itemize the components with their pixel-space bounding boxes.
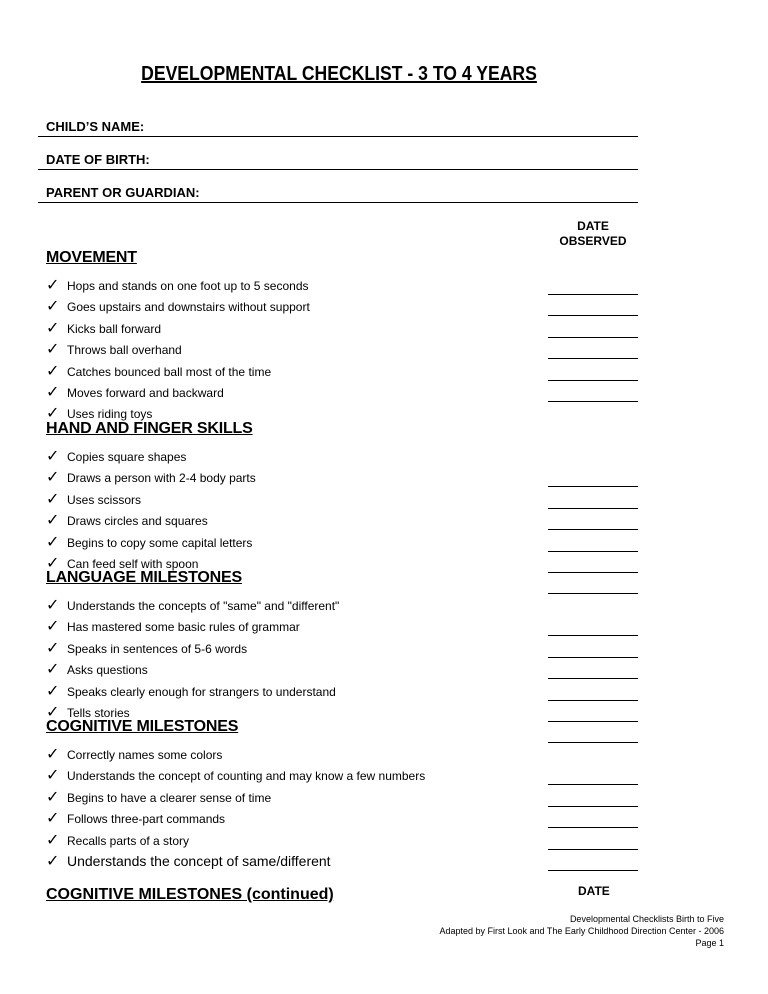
checklist-item-label: Begins to have a clearer sense of time — [67, 790, 272, 805]
check-icon: ✓ — [46, 296, 60, 316]
date-observed-line[interactable] — [548, 678, 638, 679]
checklist-item-label: Draws circles and squares — [67, 514, 208, 529]
date-observed-line[interactable] — [548, 529, 638, 530]
footer — [440, 913, 725, 949]
check-icon: ✓ — [46, 808, 60, 828]
section-title: COGNITIVE MILESTONES — [46, 718, 239, 735]
check-icon: ✓ — [46, 765, 60, 785]
child-name-label: CHILD’S NAME: — [46, 119, 145, 134]
footer-line-3: Page 1 — [695, 938, 724, 948]
check-icon: ✓ — [46, 786, 60, 806]
parent-guardian-label: PARENT OR GUARDIAN: — [46, 185, 200, 200]
checklist-item-label: Follows three-part commands — [67, 812, 226, 827]
checklist-item-label: Copies square shapes — [67, 450, 187, 464]
date-label-2: DATE — [578, 884, 610, 898]
checklist-item-label: Uses riding toys — [67, 407, 153, 422]
checklist-item-label: Correctly names some colors — [67, 748, 223, 762]
checklist-item-label: Catches bounced ball most of the time — [67, 364, 272, 379]
check-icon: ✓ — [46, 637, 60, 657]
check-icon: ✓ — [46, 744, 60, 763]
footer-line-1: Developmental Checklists Birth to Five — [569, 914, 724, 924]
date-of-birth-field[interactable] — [38, 149, 638, 170]
date-observed-line[interactable] — [548, 700, 638, 701]
check-icon: ✓ — [46, 702, 60, 721]
checklist-item-label: Hops and stands on one foot up to 5 seconds — [67, 279, 309, 293]
check-icon: ✓ — [46, 317, 60, 337]
date-observed-line[interactable] — [548, 635, 638, 636]
section-title: HAND AND FINGER SKILLS — [46, 420, 253, 437]
page-title: DEVELOPMENTAL CHECKLIST - 3 TO 4 YEARS — [141, 63, 537, 85]
child-name-field[interactable] — [38, 116, 638, 137]
date-observed-line[interactable] — [548, 337, 638, 338]
date-header-line2: OBSERVED — [559, 234, 627, 248]
date-observed-header — [548, 219, 638, 249]
check-icon: ✓ — [46, 339, 60, 359]
check-icon: ✓ — [46, 595, 60, 614]
checklist-item-label: Asks questions — [67, 663, 148, 678]
footer-line-2: Adapted by First Look and The Early Childhood Direction Center - 2006 — [439, 926, 724, 936]
date-observed-line[interactable] — [548, 315, 638, 316]
date-observed-line[interactable] — [548, 849, 638, 850]
date-observed-line[interactable] — [548, 486, 638, 487]
check-icon: ✓ — [46, 275, 60, 294]
check-icon: ✓ — [46, 382, 60, 401]
checklist-item-label: Speaks in sentences of 5-6 words — [67, 641, 248, 656]
section-title: MOVEMENT — [46, 249, 137, 266]
date-observed-line[interactable] — [548, 721, 638, 722]
checklist-item-label: Tells stories — [67, 706, 130, 720]
checklist-item-label: Goes upstairs and downstairs without support — [67, 300, 310, 315]
date-observed-line[interactable] — [548, 827, 638, 828]
date-observed-line[interactable] — [548, 380, 638, 381]
check-icon: ✓ — [46, 553, 60, 572]
date-header-line1: DATE — [577, 219, 609, 233]
check-icon: ✓ — [46, 510, 60, 530]
checklist-item-label: Kicks ball forward — [67, 321, 162, 336]
section-title: LANGUAGE MILESTONES — [46, 569, 242, 586]
date-observed-line[interactable] — [548, 508, 638, 509]
checklist-item-label: Begins to copy some capital letters — [67, 535, 253, 550]
date-observed-line[interactable] — [548, 870, 638, 871]
check-icon: ✓ — [46, 659, 60, 679]
date-of-birth-label: DATE OF BIRTH: — [46, 152, 150, 167]
date-observed-line[interactable] — [548, 742, 638, 743]
date-observed-line[interactable] — [548, 806, 638, 807]
date-observed-line[interactable] — [548, 657, 638, 658]
date-observed-line[interactable] — [548, 294, 638, 295]
checklist-item-label: Uses scissors — [67, 492, 142, 507]
date-observed-line[interactable] — [548, 784, 638, 785]
checklist-item-label: Understands the concept of counting and may know a few numbers — [67, 769, 426, 784]
checklist-item-label: Draws a person with 2-4 body parts — [67, 471, 256, 486]
checklist-item-label: Recalls parts of a story — [67, 833, 190, 848]
checklist-item-label: Has mastered some basic rules of grammar — [67, 620, 300, 635]
checklist-item-label: Understands the concepts of "same" and "different" — [67, 599, 340, 613]
continued-section-title: COGNITIVE MILESTONES (continued) — [46, 886, 334, 903]
check-icon: ✓ — [46, 403, 60, 423]
checklist-item-label: Can feed self with spoon — [67, 557, 199, 571]
check-icon: ✓ — [46, 531, 60, 551]
checklist-item-label: Throws ball overhand — [67, 343, 182, 358]
check-icon: ✓ — [46, 360, 60, 380]
date-observed-line[interactable] — [548, 572, 638, 573]
check-icon: ✓ — [46, 680, 60, 700]
date-observed-line[interactable] — [548, 551, 638, 552]
check-icon: ✓ — [46, 446, 60, 465]
check-icon: ✓ — [46, 829, 60, 849]
checklist-item-label: Moves forward and backward — [67, 386, 224, 400]
date-observed-line[interactable] — [548, 358, 638, 359]
check-icon: ✓ — [46, 851, 60, 870]
checklist-item-label: Understands the concept of same/different — [67, 853, 331, 869]
check-icon: ✓ — [46, 616, 60, 636]
date-observed-line[interactable] — [548, 401, 638, 402]
check-icon: ✓ — [46, 467, 60, 487]
parent-guardian-field[interactable] — [38, 182, 638, 203]
check-icon: ✓ — [46, 488, 60, 508]
date-observed-line[interactable] — [548, 593, 638, 594]
checklist-item-label: Speaks clearly enough for strangers to understand — [67, 684, 336, 699]
